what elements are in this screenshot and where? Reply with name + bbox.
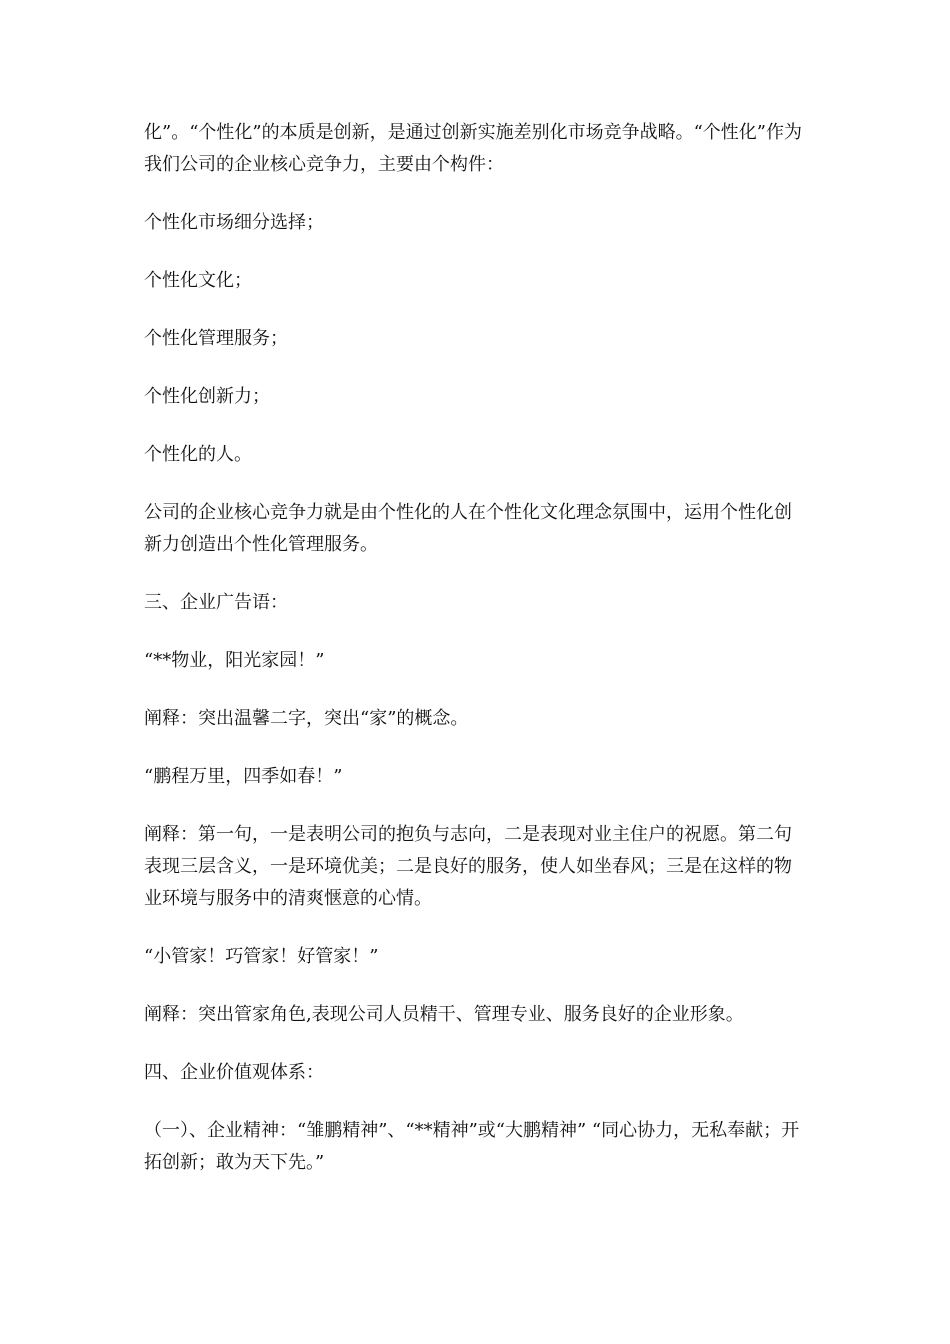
list-item-culture: 个性化文化； <box>144 270 252 291</box>
explanation-housekeeper: 阐释：突出管家角色,表现公司人员精干、管理专业、服务良好的企业形象。 <box>144 1004 744 1025</box>
document-body <box>144 117 809 1205</box>
list-item-people: 个性化的人。 <box>144 444 252 465</box>
heading-advertising-slogans: 三、企业广告语： <box>144 592 288 613</box>
slogan-spring-all-year: “鹏程万里，四季如春！” <box>144 766 343 787</box>
paragraph-core-competence: 公司的企业核心竞争力就是由个性化的人在个性化文化理念氛围中，运用个性化创新力创造出个性化管理服务。 <box>144 502 792 555</box>
list-item-management-service: 个性化管理服务； <box>144 328 288 349</box>
explanation-spring-all-year: 阐释：第一句，一是表明公司的抱负与志向，二是表现对业主住户的祝愿。第二句表现三层含义，一是环境优美；二是良好的服务，使人如坐春风；三是在这样的物业环境与服务中的清爽惬意的心情。 <box>144 824 792 909</box>
list-item-market-segmentation: 个性化市场细分选择； <box>144 212 324 233</box>
list-item-innovation: 个性化创新力； <box>144 386 270 407</box>
explanation-sunshine-home: 阐释：突出温馨二字，突出“家”的概念。 <box>144 708 469 729</box>
paragraph-personalization-intro: 化”。“个性化”的本质是创新，是通过创新实施差别化市场竞争战略。“个性化”作为我们公司的企业核心竞争力，主要由个构件： <box>144 122 803 175</box>
slogan-sunshine-home: “**物业，阳光家园！” <box>144 650 325 671</box>
slogan-housekeeper: “小管家！巧管家！好管家！” <box>144 946 379 967</box>
heading-value-system: 四、企业价值观体系： <box>144 1062 324 1083</box>
paragraph-enterprise-spirit: （一）、企业精神：“雏鹏精神”、“**精神”或“大鹏精神” “同心协力，无私奉献；开拓创新；敢为天下先。” <box>144 1120 800 1173</box>
